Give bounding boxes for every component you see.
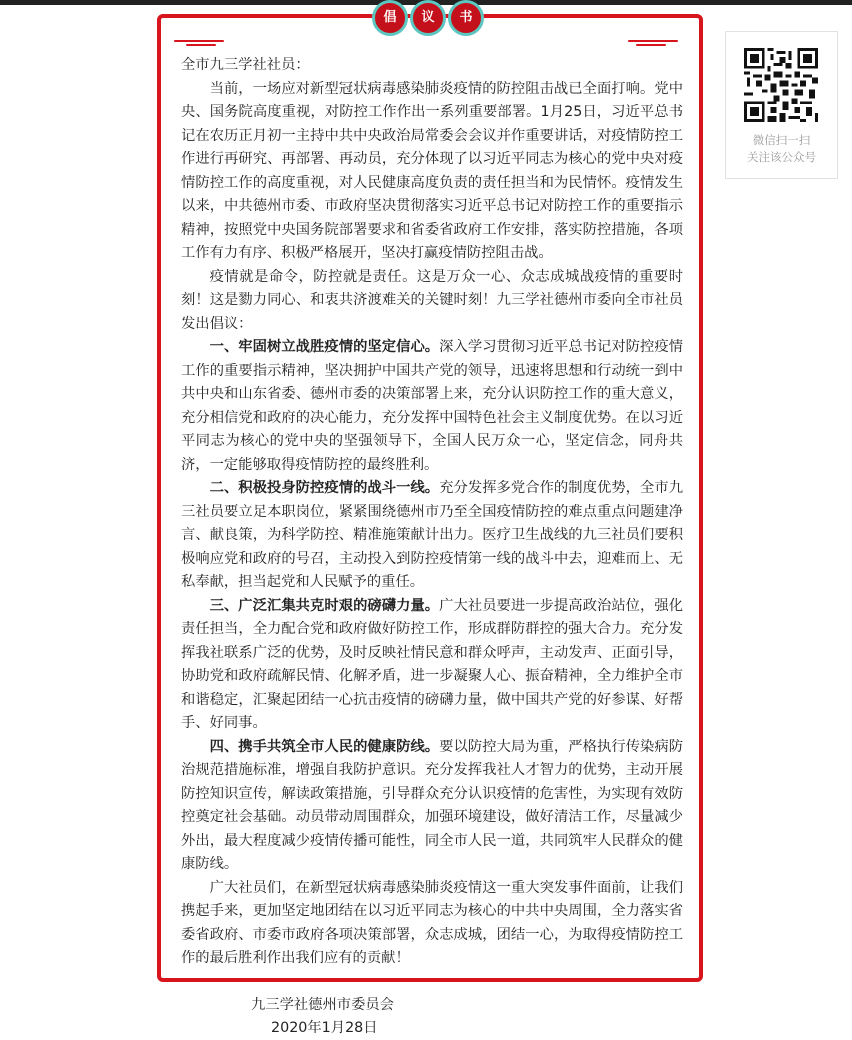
signature-org: 九三学社德州市委员会 [251,996,394,1013]
section-3-title: 三、广泛汇集共克时艰的磅礴力量。 [209,597,440,614]
signature-date: 2020年1月28日 [271,1019,378,1036]
left-ribbon-decoration [174,38,224,48]
section-1 [181,336,683,477]
paragraph-intro: 当前，一场应对新型冠状病毒感染肺炎疫情的防控阻击战已全面打响。党中央、国务院高度重视，对防控工作作出一系列重要部署。1月25日，习近平总书记在农历正月初一主持中共中央政治局常委会会议并作重要讲话，对疫情防控工作进行再研究、再部署、再动员，充分体现了以习近平同志为核心的党中央对疫情防控工作的高度重视，对人民健康高度负责的责任担当和为民情怀。疫情发生以来，中共德州市委、市政府坚决贯彻落实习近平总书记对防控工作的重要指示精神，按照党中央国务院部署要求和省委省政府工作安排，落实防控措施，各项工作有力有序、积极严格展开，坚决打赢疫情防控阻击战。 [181,80,683,261]
section-2-body: 充分发挥多党合作的制度优势，全市九三社员要立足本职岗位，紧紧围绕德州市乃至全国疫情防控的难点重点问题建净言、献良策，为科学防控、精准施策献计出力。医疗卫生战线的九三社员们要积极响应党和政府的号召，主动投入到防控疫情第一线的战斗中去，迎难而上、无私奉献，担当起党和人民赋予的重任。 [181,480,684,590]
qr-code-icon [744,48,818,122]
section-1-title: 一、牢固树立战胜疫情的坚定信心。 [209,339,440,355]
section-1-body: 深入学习贯彻习近平总书记对防控疫情工作的重要指示精神，坚决拥护中国共产党的领导，迅速将思想和行动统一到中共中央和山东省委、德州市委的决策部署上来，充分认识防控工作的重大意义，充分相信党和政府的决心能力，充分发挥中国特色社会主义制度优势。在以习近平同志为核心的党中央的坚强领导下，全国人民万众一心，坚定信念，同舟共济，一定能够取得疫情防控的最终胜利。 [181,339,684,473]
section-3 [181,595,683,736]
qr-caption-line2: 关注该公众号 [747,150,816,164]
signature-block [181,994,683,1040]
qr-caption [726,132,837,166]
title-badge-3: 书 [448,0,484,36]
salutation: 全市九三学社社员： [181,57,310,73]
qr-caption-line1: 微信扫一扫 [752,133,811,147]
section-4-title: 四、携手共筑全市人民的健康防线。 [209,738,440,755]
letter-content [181,54,683,1040]
section-3-body: 广大社员要进一步提高政治站位，强化责任担当，全力配合党和政府做好防控工作，形成群防群控的强大合力。充分发挥我社联系广泛的优势，及时反映社情民意和群众呼声，主动发声、正面引导，协助党和政府疏解民情、化解矛盾，进一步凝聚人心、振奋精神，全力维护全市和谐稳定，汇聚起团结一心抗击疫情的磅礴力量，做中国共产党的好参谋、好帮手、好同事。 [181,597,684,731]
qr-code-card[interactable] [725,31,838,179]
paragraph-call: 疫情就是命令，防控就是责任。这是万众一心、众志成城战疫情的重要时刻！这是勠力同心、和衷共济渡难关的关键时刻！九三学社德州市委向全市社员发出倡议： [181,268,683,332]
section-2-title: 二、积极投身防控疫情的战斗一线。 [209,480,440,496]
title-badge-2: 议 [410,0,446,36]
right-ribbon-decoration [628,38,678,48]
paragraph-closing: 广大社员们，在新型冠状病毒感染肺炎疫情这一重大突发事件面前，让我们携起手来，更加坚定地团结在以习近平同志为核心的中共中央周围，全力落实省委省政府、市委市政府各项决策部署，众志成城，团结一心，为取得疫情防控工作的最后胜利作出我们应有的贡献！ [181,879,683,966]
section-2 [181,477,683,595]
section-4-body: 要以防控大局为重，严格执行传染病防治规范措施标准，增强自我防护意识。充分发挥我社人才智力的优势，主动开展防控知识宣传，解读政策措施，引导群众充分认识疫情的危害性，为实现有效防控奠定社会基础。动员带动周围群众，加强环境建设，做好清洁工作，尽量减少外出，最大程度减少疫情传播可能性，同全市人民一道，共同筑牢人民群众的健康防线。 [181,738,684,872]
title-badge-1: 倡 [372,0,408,36]
title-badges [372,0,484,36]
section-4 [181,736,683,877]
